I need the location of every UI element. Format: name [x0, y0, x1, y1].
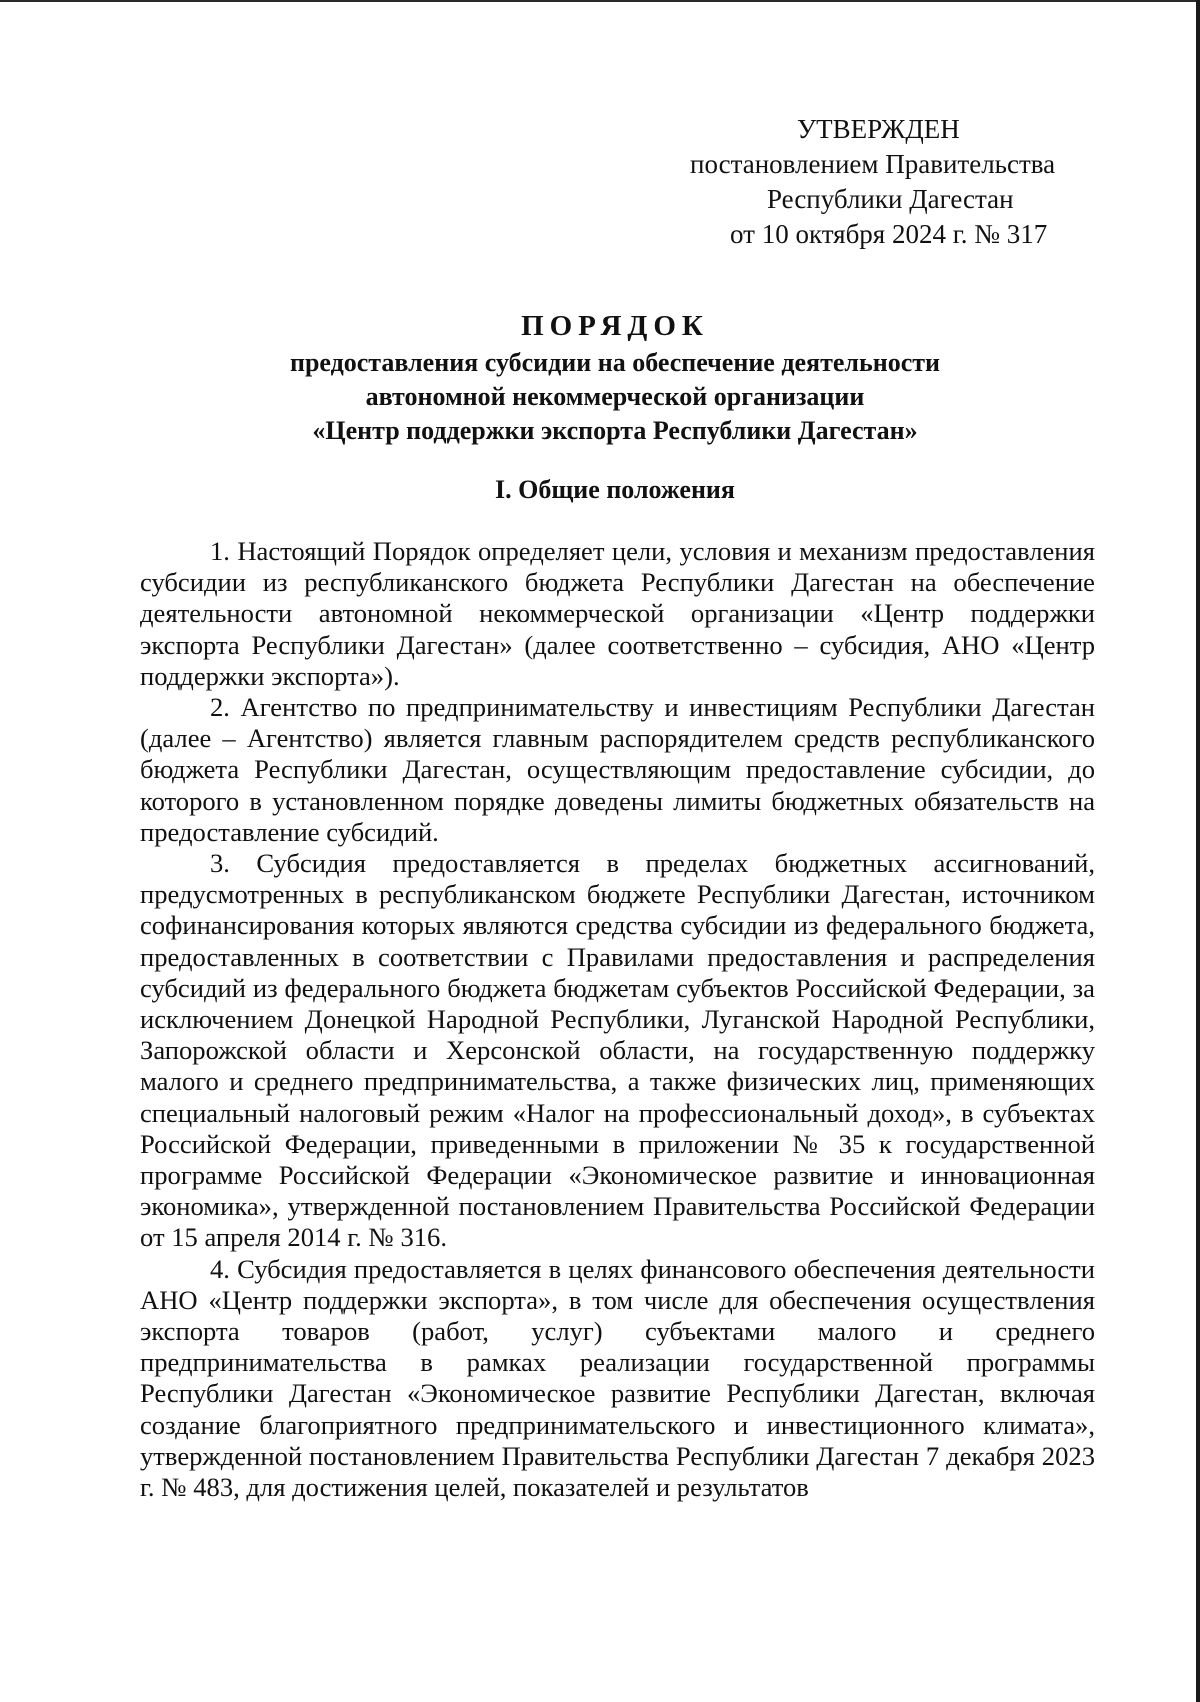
scan-edge-right	[1196, 0, 1200, 1702]
subtitle-line-3: «Центр поддержки экспорта Республики Дагестан»	[312, 416, 918, 445]
document-subtitle	[140, 346, 1090, 448]
approval-line-2: Республики Дагестан	[767, 184, 1014, 214]
subtitle-line-1: предоставления субсидии на обеспечение деятельности	[289, 348, 941, 377]
section-title: I. Общие положения	[495, 475, 735, 504]
approval-line-1: постановлением Правительства	[690, 149, 1056, 179]
paragraph-2: 2. Агентство по предпринимательству и инвестициям Республики Дагестан (далее – Агентство) является главным распорядителем средств республиканского бюджета Республики Дагестан, осуществляющим предоставление субсидии, до которого в установленном порядке доведены лимиты бюджетных обязательств на предоставление субсидий.	[140, 692, 1095, 847]
approval-title: УТВЕРЖДЕН	[797, 114, 960, 144]
paragraph-3: 3. Субсидия предоставляется в пределах бюджетных ассигнований, предусмотренных в республиканском бюджете Республики Дагестан, источником софинансирования которых являются средства субсидии из федерального бюджета, предоставленных в соответствии с Правилами предоставления и распределения субсидий из федерального бюджета бюджетам субъектов Российской Федерации, за исключением Донецкой Народной Республики, Луганской Народной Республики, Запорожской области и Херсонской области, на государственную поддержку малого и среднего предпринимательства, а также физических лиц, применяющих специальный налоговый режим «Налог на профессиональный доход», в субъектах Российской Федерации, приведенными в приложении № 35 к государственной программе Российской Федерации «Экономическое развитие и инновационная экономика», утвержденной постановлением Правительства Российской Федерации от 15 апреля 2014 г. № 316.	[140, 848, 1095, 1253]
document-body	[140, 536, 1095, 1503]
paragraph-4: 4. Субсидия предоставляется в целях финансового обеспечения деятельности АНО «Центр поддержки экспорта», в том числе для обеспечения осуществления экспорта товаров (работ, услуг) субъектами малого и среднего предпринимательства в рамках реализации государственной программы Республики Дагестан «Экономическое развитие Республики Дагестан, включая создание благоприятного предпринимательского и инвестиционного климата», утвержденной постановлением Правительства Республики Дагестан 7 декабря 2023 г. № 483, для достижения целей, показателей и результатов	[140, 1253, 1095, 1503]
scan-edge-top	[0, 0, 1200, 2]
paragraph-1: 1. Настоящий Порядок определяет цели, условия и механизм предоставления субсидии из республиканского бюджета Республики Дагестан на обеспечение деятельности автономной некоммерческой организации «Центр поддержки экспорта Республики Дагестан» (далее соответственно – субсидия, АНО «Центр поддержки экспорта»).	[140, 536, 1095, 691]
subtitle-line-2: автономной некоммерческой организации	[365, 382, 865, 411]
approval-stamp-block	[680, 112, 1100, 252]
approval-line-3: от 10 октября 2024 г. № 317	[730, 219, 1048, 249]
document-title: ПОРЯДОК	[521, 310, 709, 342]
